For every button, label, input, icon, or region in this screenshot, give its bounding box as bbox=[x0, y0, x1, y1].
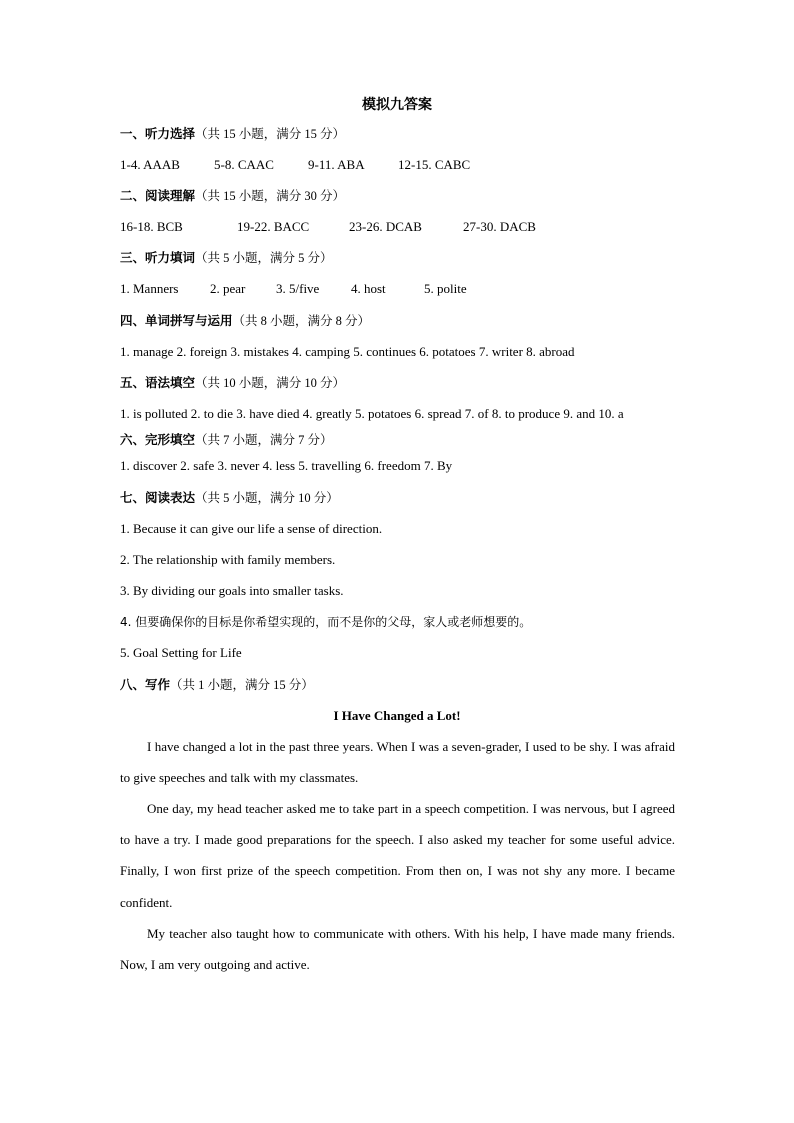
answer-item: 23-26. DCAB bbox=[349, 219, 422, 234]
essay-title: I Have Changed a Lot! bbox=[333, 708, 461, 723]
section-heading-reading bbox=[120, 188, 345, 204]
section-heading-label: 七、阅读表达 bbox=[120, 491, 196, 505]
answer-row-cloze: 1. discover 2. safe 3. never 4. less 5. travelling 6. freedom 7. By bbox=[120, 458, 453, 473]
section-heading-note: （共 8 小题，满分 8 分） bbox=[232, 314, 371, 328]
section-heading-label: 四、单词拼写与运用 bbox=[120, 314, 233, 328]
section-heading-writing bbox=[120, 677, 314, 693]
answer-row-spelling: 1. manage 2. foreign 3. mistakes 4. camping 5. continues 6. potatoes 7. writer 8. abroad bbox=[120, 344, 575, 359]
section-heading-note: （共 5 小题，满分 10 分） bbox=[195, 491, 339, 505]
page-title: 模拟九答案 bbox=[362, 98, 432, 113]
essay-paragraph: My teacher also taught how to communicate with others. With his help, I have made many friends. Now, I am very outgoing and active. bbox=[120, 926, 675, 973]
section-heading-label: 六、完形填空 bbox=[120, 433, 196, 447]
section-heading-note: （共 15 小题，满分 15 分） bbox=[195, 127, 346, 141]
section-heading-listening-choice bbox=[120, 126, 345, 142]
section-heading-label: 一、听力选择 bbox=[120, 127, 196, 141]
answer-item: 27-30. DACB bbox=[463, 219, 536, 234]
section-heading-label: 八、写作 bbox=[120, 678, 171, 692]
answer-line-chinese: 4. 但要确保你的目标是你希望实现的，而不是你的父母，家人或老师想要的。 bbox=[120, 615, 532, 629]
section-heading-label: 五、语法填空 bbox=[120, 376, 196, 390]
answer-item: 9-11. ABA bbox=[308, 157, 365, 172]
section-heading-reading-expression bbox=[120, 490, 339, 506]
answer-row-grammar: 1. is polluted 2. to die 3. have died 4. greatly 5. potatoes 6. spread 7. of 8. to produce 9. and 10. a bbox=[120, 406, 624, 421]
section-heading-label: 三、听力填词 bbox=[120, 251, 196, 265]
answer-item: 1. Manners bbox=[120, 281, 179, 296]
answer-row-reading bbox=[120, 219, 536, 235]
answer-item: 3. 5/five bbox=[276, 281, 320, 296]
section-heading-note: （共 10 小题，满分 10 分） bbox=[195, 376, 346, 390]
answer-item: 5-8. CAAC bbox=[214, 157, 274, 172]
answer-item: 19-22. BACC bbox=[237, 219, 310, 234]
section-heading-listening-fill bbox=[120, 250, 333, 266]
answer-line: 3. By dividing our goals into smaller tasks. bbox=[120, 583, 344, 598]
answer-line: 1. Because it can give our life a sense of direction. bbox=[120, 521, 383, 536]
section-heading-note: （共 1 小题，满分 15 分） bbox=[170, 678, 314, 692]
section-heading-cloze bbox=[120, 432, 333, 448]
answer-item: 2. pear bbox=[210, 281, 246, 296]
answer-item: 16-18. BCB bbox=[120, 219, 183, 234]
answer-item: 12-15. CABC bbox=[398, 157, 471, 172]
answer-row-listening-choice bbox=[120, 157, 470, 173]
section-heading-note: （共 5 小题，满分 5 分） bbox=[195, 251, 333, 265]
answer-item: 5. polite bbox=[424, 281, 467, 296]
answer-item: 4. host bbox=[351, 281, 386, 296]
essay-paragraph: I have changed a lot in the past three years. When I was a seven-grader, I used to be shy. I was afraid to give speeches and talk with my classmates. bbox=[120, 739, 675, 786]
section-heading-note: （共 15 小题，满分 30 分） bbox=[195, 189, 346, 203]
section-heading-spelling bbox=[120, 313, 370, 329]
answer-item: 1-4. AAAB bbox=[120, 157, 180, 172]
answer-line: 2. The relationship with family members. bbox=[120, 552, 336, 567]
section-heading-note: （共 7 小题，满分 7 分） bbox=[195, 433, 333, 447]
essay-paragraph: One day, my head teacher asked me to take part in a speech competition. I was nervous, but I agreed to have a try. I made good preparations for the speech. I also asked my teacher for some useful advice. Finally, I won first prize of the speech competition. From then on, I was not shy any more. I became confident. bbox=[120, 801, 675, 910]
answer-row-listening-fill bbox=[120, 281, 467, 297]
answer-line: 5. Goal Setting for Life bbox=[120, 645, 242, 660]
section-heading-grammar bbox=[120, 375, 345, 391]
section-heading-label: 二、阅读理解 bbox=[120, 189, 196, 203]
